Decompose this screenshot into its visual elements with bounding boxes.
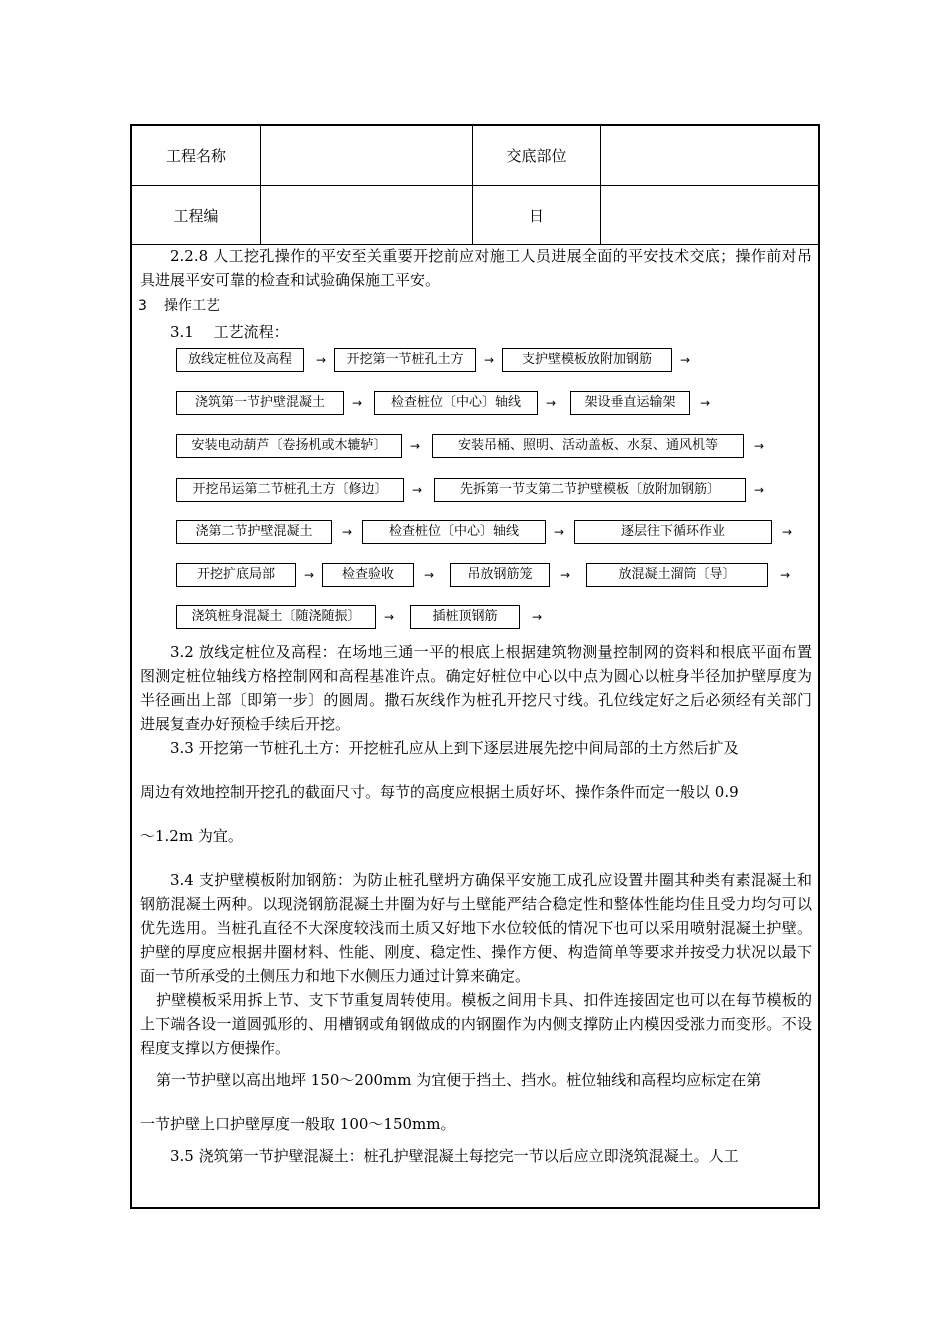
flow-arrow: → (342, 525, 353, 539)
project-code-value[interactable] (261, 186, 472, 244)
flow-step-2: 开挖第一节桩孔土方 (334, 348, 476, 372)
flow-step-11: 浇第二节护壁混凝土 (176, 520, 332, 544)
flow-step-3: 支护壁模板放附加钢筋 (502, 348, 672, 372)
flow-step-15: 检查验收 (322, 563, 414, 587)
flow-step-13: 逐层往下循环作业 (574, 520, 772, 544)
paragraph-3-3-line-2: 周边有效地控制开挖孔的截面尺寸。每节的高度应根据土质好坏、操作条件而定一般以 0.9 (140, 783, 739, 801)
body-text (140, 244, 812, 1168)
project-name-value[interactable] (261, 126, 472, 185)
project-name-label: 工程名称 (165, 147, 226, 165)
flow-arrow: → (754, 439, 765, 453)
flow-step-5: 检查桩位〔中心〕轴线 (374, 391, 538, 415)
flow-step-1: 放线定桩位及高程 (176, 348, 304, 372)
spacer (140, 1060, 812, 1068)
flow-arrow: → (410, 439, 421, 453)
section-3-title: 操作工艺 (164, 298, 220, 314)
date-label: 日 (528, 206, 544, 225)
flow-step-12: 检查桩位〔中心〕轴线 (362, 520, 546, 544)
flow-step-10: 先拆第一节支第二节护壁模板〔放附加钢筋〕 (434, 478, 746, 502)
paragraph-3-4-first-ring-line-1: 第一节护壁以高出地坪 150～200mm 为宜便于挡土、挡水。桩位轴线和高程均应标定在第 (156, 1071, 762, 1089)
paragraph-3-4-first-ring-line-2: 一节护壁上口护壁厚度一般取 100～150mm。 (140, 1115, 456, 1133)
section-3-heading (138, 294, 812, 318)
flow-arrow: → (680, 353, 691, 367)
flow-step-18: 浇筑桩身混凝土〔随浇随振〕 (176, 605, 376, 629)
flow-arrow: → (754, 483, 765, 497)
paragraph-2-2-8: 2.2.8 人工挖孔操作的平安至关重要开挖前应对施工人员进展全面的平安技术交底；操作前对吊具进展平安可靠的检查和试验确保施工平安。 (140, 247, 812, 289)
flow-step-8: 安装吊桶、照明、活动盖板、水泵、通风机等 (432, 434, 744, 458)
flow-step-19: 插桩顶钢筋 (410, 605, 520, 629)
spacer (140, 804, 812, 824)
paragraph-3-2: 3.2 放线定桩位及高程：在场地三通一平的根底上根据建筑物测量控制网的资料和根底平面布置图测定桩位轴线方格控制网和高程基准许点。确定好桩位中心以中点为圆心以桩身半径加护壁厚度为半径画出上部〔即第一步〕的圆周。撒石灰线作为桩孔开挖尺寸线。孔位线定好之后必须经有关部门进展复查办好预检手续后开挖。 (140, 643, 812, 733)
project-code-label: 工程编 (173, 206, 219, 225)
flow-step-6: 架设垂直运输架 (570, 391, 690, 415)
flow-step-14: 开挖扩底局部 (176, 563, 296, 587)
flow-arrow: → (782, 525, 793, 539)
flow-arrow: → (780, 568, 791, 582)
flow-arrow: → (532, 610, 543, 624)
disclosure-part-label: 交底部位 (506, 147, 567, 165)
flow-arrow: → (352, 396, 363, 410)
date-value[interactable] (601, 186, 820, 244)
flow-arrow: → (484, 353, 495, 367)
flow-step-7: 安装电动葫芦〔卷扬机或木辘轳〕 (176, 434, 402, 458)
flow-arrow: → (304, 568, 315, 582)
paragraph-3-4-formwork: 护壁模板采用拆上节、支下节重复周转使用。模板之间用卡具、扣件连接固定也可以在每节模板的上下端各设一道圆弧形的、用槽钢或角钢做成的内钢圈作为内侧支撑防止内模因受涨力而变形。不设程度支撑以方便操作。 (140, 991, 812, 1057)
paragraph-3-3-line-1: 3.3 开挖第一节桩孔土方：开挖桩孔应从上到下逐层进展先挖中间局部的土方然后扩及 (170, 739, 739, 757)
spacer (140, 760, 812, 780)
spacer (140, 1136, 812, 1144)
spacer (140, 1092, 812, 1112)
flow-arrow: → (316, 353, 327, 367)
flow-arrow: → (560, 568, 571, 582)
section-3-number: 3 (138, 298, 147, 314)
flow-arrow: → (700, 396, 711, 410)
flow-step-17: 放混凝土溜筒〔导〕 (586, 563, 768, 587)
flow-arrow: → (554, 525, 565, 539)
flow-arrow: → (546, 396, 557, 410)
section-3-1-heading: 3.1 工艺流程： (170, 323, 289, 341)
flow-arrow: → (384, 610, 395, 624)
disclosure-part-value[interactable] (601, 126, 820, 185)
flow-step-4: 浇筑第一节护壁混凝土 (176, 391, 344, 415)
paragraph-3-3-line-3: ～1.2m 为宜。 (140, 827, 243, 845)
flow-arrow: → (412, 483, 423, 497)
flow-step-16: 吊放钢筋笼 (450, 563, 550, 587)
spacer (140, 848, 812, 868)
paragraph-3-4: 3.4 支护壁模板附加钢筋：为防止桩孔壁坍方确保平安施工成孔应设置井圈其种类有素混凝土和钢筋混凝土两种。以现浇钢筋混凝土井圈为好与土壁能严结合稳定性和整体性能均佳且受力均匀可以优先选用。当桩孔直径不大深度较浅而土质又好地下水位较低的情况下也可以采用喷射混凝土护壁。护壁的厚度应根据井圈材料、性能、刚度、稳定性、操作方便、构造简单等要求并按受力状况以最下面一节所承受的土侧压力和地下水侧压力通过计算来确定。 (140, 871, 812, 985)
flow-arrow: → (424, 568, 435, 582)
paragraph-3-5: 3.5 浇筑第一节护壁混凝土：桩孔护壁混凝土每挖完一节以后应立即浇筑混凝土。人工 (170, 1147, 739, 1165)
disclosure-sheet (130, 124, 820, 1209)
flow-step-9: 开挖吊运第二节桩孔土方〔修边〕 (176, 478, 404, 502)
process-flowchart (140, 344, 812, 640)
